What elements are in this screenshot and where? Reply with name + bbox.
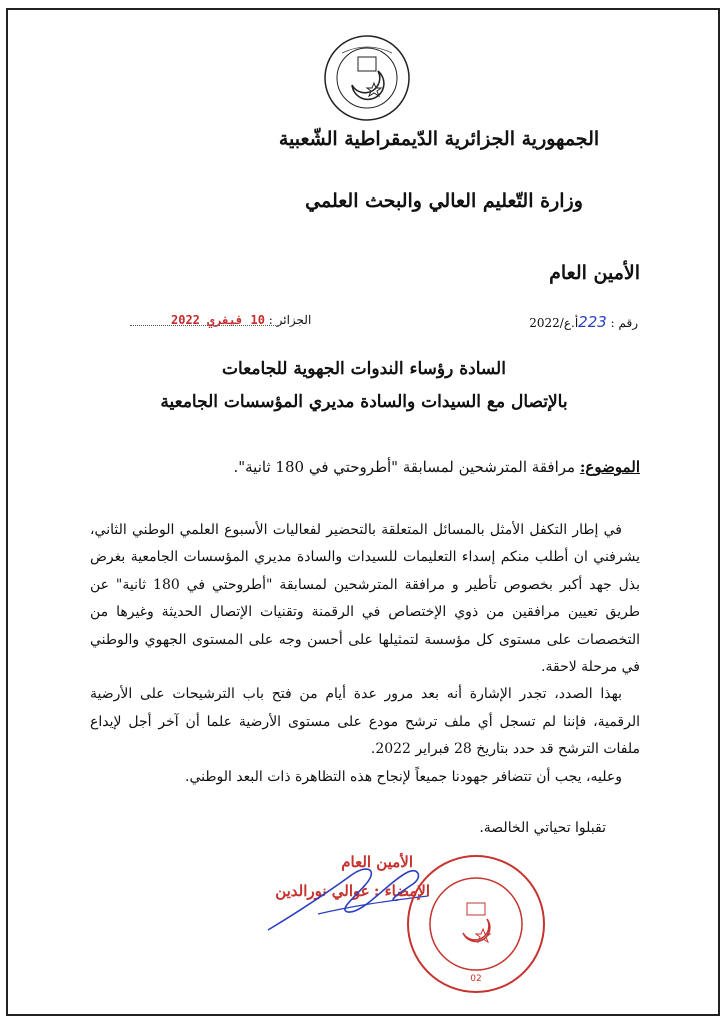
republic-title: الجمهورية الجزائرية الدّيمقراطية الشّعبية (278, 128, 600, 150)
place-label: الجزائر : (268, 313, 312, 327)
subject-text: مرافقة المترشحين لمسابقة "أطروحتي في 180 ثانية". (233, 458, 576, 476)
ministry-title: وزارة التّعليم العالي والبحث العلمي (305, 190, 583, 212)
body-paragraph: وعليه، يجب أن تتضافر جهودنا جميعاً لإنجاح هذه التظاهرة ذات البعد الوطني. (185, 768, 622, 785)
state-emblem-icon (322, 33, 412, 123)
reference-suffix: أ.ع/2022 (529, 316, 579, 330)
stamp-code: 02 (470, 974, 482, 984)
letter-body (90, 517, 640, 791)
signature-title: الأمين العام (341, 853, 413, 871)
reference-number (529, 313, 638, 331)
reference-value: 223 (578, 313, 607, 331)
body-paragraph: بهذا الصدد، تجدر الإشارة أنه بعد مرور عدة أيام من فتح باب الترشيحات على الأرضية الرقمية، فإننا لم تسجل أي ملف ترشح مودع على مستوى الأرضية علما أن آخر أجل لإيداع ملفات الترشح قد حدد بتاريخ 28 فبراير 2022. (90, 686, 640, 758)
body-paragraph: في إطار التكفل الأمثل بالمسائل المتعلقة بالتحضير لفعاليات الأسبوع العلمي الوطني الثاني، يشرفني ان أطلب منكم إسداء التعليمات للسيدات والسادة مديري المؤسسات الجامعية بغرض بذل جهد أكبر بخصوص تأطير و مرافقة المترشحين لمسابقة "أطروحتي في 180 ثانية" عن طريق تعيين مرافقين من ذوي الإختصاص في الرقمنة وتقنيات الإتصال الحديثة وغيرها من التخصصات على مستوى كل مؤسسة لتمثيلها على أحسن وجه على المستوى الجهوي والوطني في مرحلة لاحقة. (90, 522, 640, 676)
subject-line (90, 458, 640, 476)
date-stamp: 10 فيفري 2022 (171, 313, 265, 327)
addressee-line-1: السادة رؤساء الندوات الجهوية للجامعات (222, 359, 506, 379)
subject-label: الموضوع: (579, 458, 640, 476)
office-title: الأمين العام (549, 262, 640, 284)
addressee-line-2: بالإتصال مع السيدات والسادة مديري المؤسسات الجامعية (160, 392, 568, 412)
dotted-line (130, 325, 280, 326)
reference-label: رقم : (610, 316, 638, 330)
closing-line: تقبلوا تحياتي الخالصة. (479, 820, 606, 836)
signature-name: الإمضاء : غوالي نورالدين (275, 882, 430, 900)
official-stamp (405, 853, 547, 995)
